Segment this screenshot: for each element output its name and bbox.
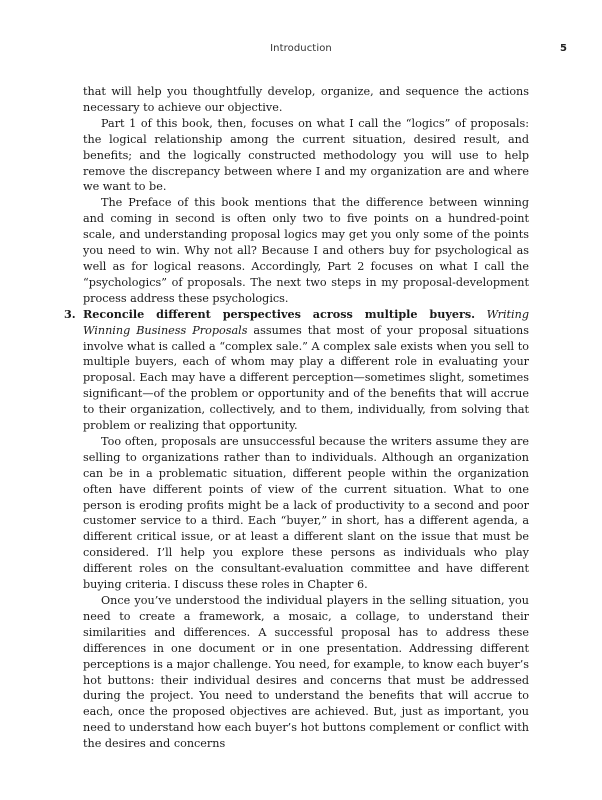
list-item-3 [64, 306, 530, 752]
book-title: Writing Winning Business Proposals [83, 307, 529, 337]
indented-block [69, 84, 529, 307]
list-item-body: assumes that most of your proposal situations involve what is called a “complex sale.” A complex sale exists when you sell to multiple buyers, each of whom may play a different role in evaluating your proposal. Each may have a different perception—sometimes slight, sometimes significant—of the problem or opportunity and of the benefits that will accrue to their organization, collectively, and to them, individually, from solving that problem or realizing that opportunity. [83, 323, 530, 433]
page-number: 5 [560, 43, 567, 54]
list-number: 3. [64, 306, 76, 321]
paragraph-preface: The Preface of this book mentions that the difference between winning and coming in second is often only two to five points on a hundred-point scale, and understanding proposal logics may get you only some of the points you need to win. Why not all? Because I and others buy for psychological as well as for logical reasons. Accordingly, Part 2 focuses on what I call the “psychologics” of proposals. The next two steps in my proposal-development process address these psychologics. [83, 196, 529, 305]
paragraph-too-often: Too often, proposals are unsuccessful because the writers assume they are selling to organizations rather than to individuals. Although an organization can be in a problematic situation, different people within the organization often have different points of view of the current situation. What to one person is eroding profits might be a lack of productivity to a second and poor customer service to a third. Each “buyer,” in short, has a different agenda, a different critical issue, or at least a different slant on the issue that must be considered. I’ll help you explore these persons as individuals who play different roles on the consultant-evaluation committee and have different buying criteria. I discuss these roles in Chapter 6. [83, 434, 529, 592]
list-item-text [83, 307, 529, 434]
paragraph-once-youve: Once you’ve understood the individual players in the selling situation, you need to create a framework, a mosaic, a collage, to understand their similarities and differences. A successful proposal has to address these differences in one document or in one presentation. Addressing different perceptions is a major challenge. You need, for example, to know each buyer’s hot buttons: their individual desires and concerns that must be addressed during the project. You need to understand the benefits that will accrue to each, once the proposed objectives are achieved. But, just as important, you need to understand how each buyer’s hot buttons complement or conflict with the desires and concerns [83, 594, 529, 751]
running-header [0, 43, 602, 59]
body-text [64, 84, 530, 752]
paragraph-part-1: Part 1 of this book, then, focuses on what I call the “logics” of proposals: the logical relationship among the current situation, desired result, and benefits; and the logically constructed methodology you will use to help remove the discrepancy between where I and my organization are and where we want to be. [83, 116, 529, 194]
paragraph-continuation: that will help you thoughtfully develop, organize, and sequence the actions necessary to achieve our objective. [83, 85, 529, 114]
list-item-heading: Reconcile different perspectives across multiple buyers. [83, 306, 476, 321]
chapter-title: Introduction [270, 43, 332, 54]
